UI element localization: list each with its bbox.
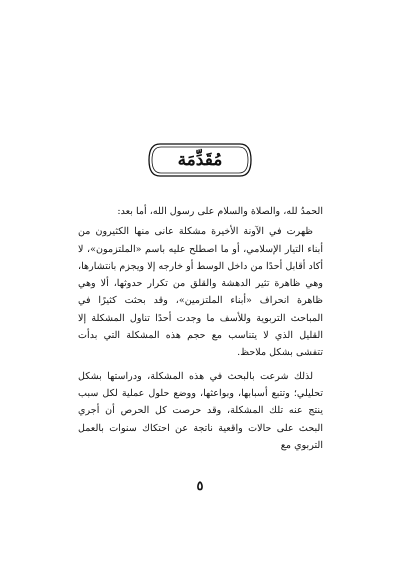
- paragraph-2: لذلك شرعت بالبحث في هذه المشكلة، ودراستها بشكل تحليلي؛ وتتبع أسبابها، وبواعثها، ووضع حلول عملية لكل سبب ينتج عنه تلك المشكلة، وقد حرصت كل الحرص أن أجري البحث على حالات واقعية ناتجة عن احتكاك سنوات بالعمل التربوي مع: [78, 370, 323, 451]
- section-title: مُقَدِّمَة: [177, 150, 223, 170]
- page-number: ٥: [196, 479, 204, 494]
- paragraph-1: ظهرت في الآونة الأخيرة مشكلة عانى منها الكثيرون من أبناء التيار الإسلامي، أو ما اصطلح عليه باسم «الملتزمون»، لا أكاد أقابل أحدًا من داخل الوسط أو خارجه إلا ويجزم بانتشارها، وهي ظاهرة تثير الدهشة والقلق من تكرار حدوثها، ألا وهي ظاهرة انحراف «أبناء الملتزمين»، وقد بحثت كثيرًا في المباحث التربوية وللأسف ما وجدت أحدًا تناول المشكلة إلا القليل الذي لا يتناسب مع حجم هذه المشكلة التي بدأت تتفشى بشكل ملاحظ.: [78, 226, 323, 359]
- body-text: [78, 203, 323, 454]
- title-frame: [146, 141, 254, 179]
- greeting-line: الحمدُ لله، والصلاة والسلام على رسول الله، أما بعد:: [117, 206, 323, 217]
